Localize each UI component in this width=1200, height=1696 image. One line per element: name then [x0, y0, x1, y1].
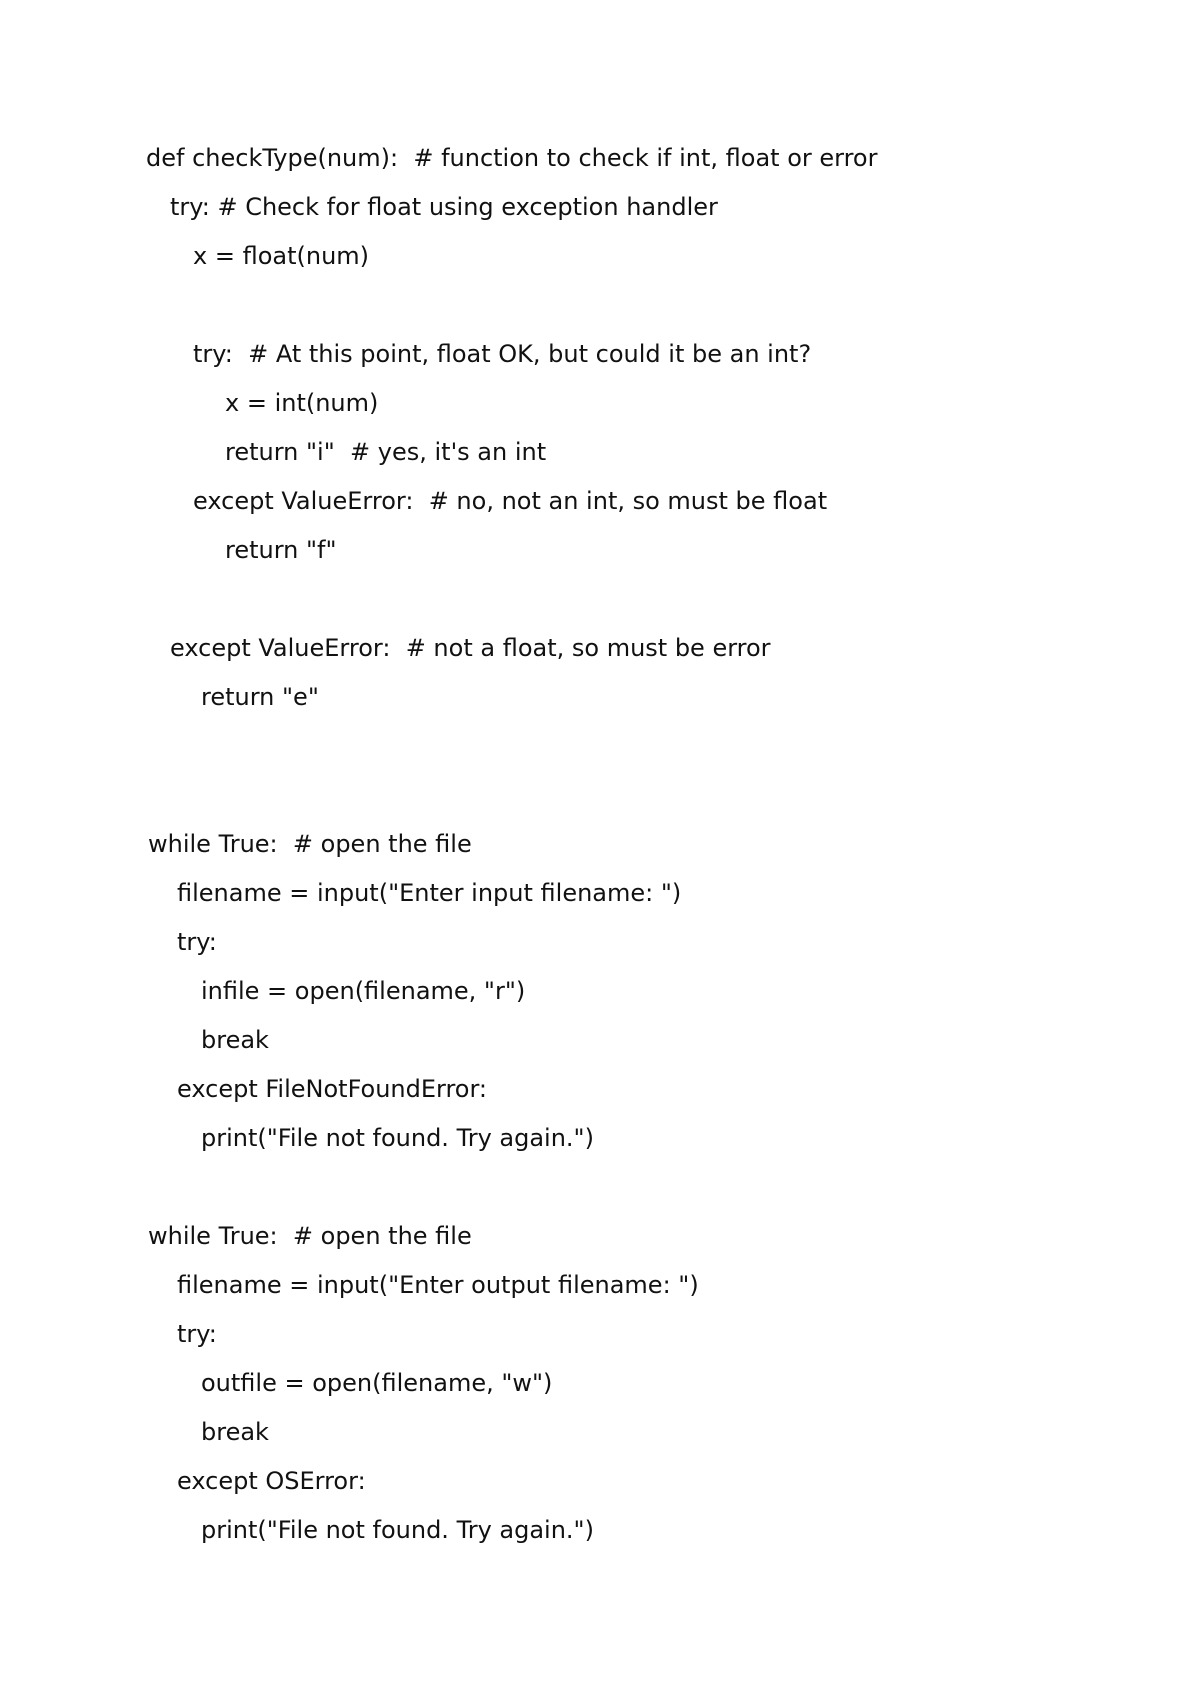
code-line: outfile = open(filename, "w") [201, 1369, 553, 1397]
code-line: try: # Check for float using exception handler [170, 193, 718, 221]
code-line: infile = open(filename, "r") [201, 977, 526, 1005]
code-line: break [201, 1026, 269, 1054]
code-line: filename = input("Enter output filename: ") [177, 1271, 699, 1299]
code-line: try: [177, 928, 217, 956]
code-line: x = int(num) [225, 389, 379, 417]
code-line: except OSError: [177, 1467, 366, 1495]
code-line: except ValueError: # not a float, so must be error [170, 634, 771, 662]
code-line: filename = input("Enter input filename: ") [177, 879, 682, 907]
code-line: return "e" [201, 683, 319, 711]
code-line: except FileNotFoundError: [177, 1075, 488, 1103]
code-line: try: # At this point, float OK, but could it be an int? [193, 340, 812, 368]
code-line: while True: # open the file [148, 830, 472, 858]
code-line: print("File not found. Try again.") [201, 1124, 594, 1152]
code-line: except ValueError: # no, not an int, so must be float [193, 487, 828, 515]
code-line: try: [177, 1320, 217, 1348]
code-line: while True: # open the file [148, 1222, 472, 1250]
code-line: x = float(num) [193, 242, 370, 270]
code-line: print("File not found. Try again.") [201, 1516, 594, 1544]
code-line: break [201, 1418, 269, 1446]
code-line: return "i" # yes, it's an int [225, 438, 547, 466]
code-line: return "f" [225, 536, 337, 564]
code-line: def checkType(num): # function to check if int, float or error [146, 144, 878, 172]
